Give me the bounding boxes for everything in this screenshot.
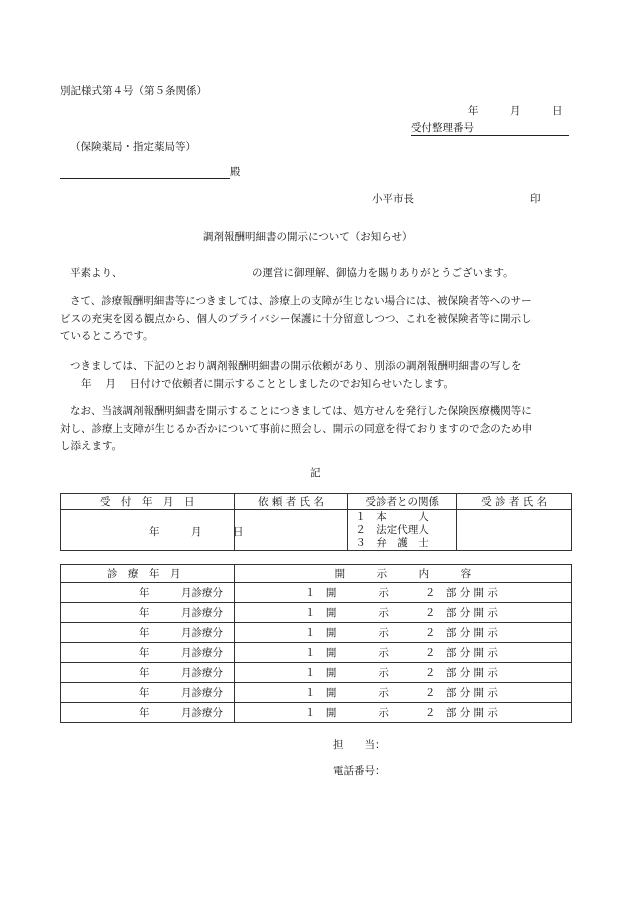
- paragraph-consent: [60, 403, 580, 456]
- phone-label: 電話番号：: [333, 765, 386, 777]
- treatment-month: 年 月診療分: [61, 703, 235, 723]
- table-row: [61, 683, 572, 703]
- relation-option: １ 本 人: [355, 511, 429, 523]
- disclosure-options: [234, 583, 571, 603]
- table-row: [61, 663, 572, 683]
- option-full: １ 開 示: [304, 607, 389, 619]
- option-full: １ 開 示: [304, 647, 389, 659]
- header-requester-name: 依 頼 者 氏 名: [234, 494, 348, 510]
- treatment-month: 年 月診療分: [61, 663, 235, 683]
- paragraph-line: ているところです。: [60, 330, 154, 342]
- paragraph-line: なお、当該調剤報酬明細書を開示することにつきましては、処方せんを発行した保険医療機関等に: [70, 405, 532, 417]
- option-partial: ２ 部 分 開 示: [424, 667, 498, 679]
- requester-name-cell: [234, 510, 348, 551]
- option-full: １ 開 示: [304, 667, 389, 679]
- addressee-line: [60, 166, 230, 179]
- disclosure-options: [234, 623, 571, 643]
- table-row: [61, 703, 572, 723]
- disclosure-options: [234, 703, 571, 723]
- option-partial: ２ 部 分 開 示: [424, 607, 498, 619]
- greeting-start: 平素より、: [70, 267, 123, 279]
- receipt-number-field: [411, 123, 569, 136]
- contact-label: 担 当：: [333, 739, 386, 751]
- disclosure-options: [234, 643, 571, 663]
- treatment-month: 年 月診療分: [61, 683, 235, 703]
- form-label: 別記様式第４号（第５条関係）: [60, 85, 207, 97]
- relation-option: ２ 法定代理人: [355, 524, 429, 536]
- header-treatment-month: 診 療 年 月: [61, 565, 235, 583]
- relation-option: ３ 弁 護 士: [355, 537, 429, 549]
- disclosure-table: [60, 564, 572, 723]
- sender-name: 小平市長: [372, 193, 414, 205]
- patient-name-cell: [457, 510, 572, 551]
- received-date-value: 年 月 日: [149, 526, 244, 538]
- date-line: 年 月 日: [468, 105, 563, 117]
- table-row: [61, 643, 572, 663]
- request-table: [60, 493, 572, 551]
- paragraph-disclosure: [60, 358, 580, 393]
- header-disclosure-content: 開 示 内 容: [234, 565, 571, 583]
- option-full: １ 開 示: [304, 687, 389, 699]
- paragraph-line: さて、診療報酬明細書等につきましては、診療上の支障が生じない場合には、被保険者等へのサー: [70, 295, 532, 307]
- option-partial: ２ 部 分 開 示: [424, 627, 498, 639]
- greeting-end: の運営に御理解、御協力を賜りありがとうございます。: [252, 267, 514, 279]
- honorific: 殿: [230, 166, 241, 178]
- option-full: １ 開 示: [304, 587, 389, 599]
- treatment-month: 年 月診療分: [61, 583, 235, 603]
- option-partial: ２ 部 分 開 示: [424, 707, 498, 719]
- ki-label: 記: [310, 467, 321, 479]
- treatment-month: 年 月診療分: [61, 623, 235, 643]
- received-date-cell: [61, 510, 244, 551]
- option-full: １ 開 示: [304, 627, 389, 639]
- paragraph-line: 年 月 日付けで依頼者に開示することとしましたのでお知らせいたします。: [81, 377, 455, 390]
- relationship-cell: [348, 510, 457, 551]
- option-full: １ 開 示: [304, 707, 389, 719]
- header-received-date: 受 付 年 月 日: [61, 494, 235, 510]
- option-partial: ２ 部 分 開 示: [424, 687, 498, 699]
- option-partial: ２ 部 分 開 示: [424, 587, 498, 599]
- paragraph-line: 対し、診療上支障が生じるか否かについて事前に照会し、開示の同意を得ておりますので念のため申: [60, 422, 533, 435]
- header-relationship: 受診者との関係: [348, 494, 457, 510]
- disclosure-options: [234, 603, 571, 623]
- receipt-number-label: 受付整理番号: [411, 122, 474, 134]
- paragraph-line: ビスの充実を図る観点から、個人のプライバシー保護に十分留意しつつ、これを被保険者等に開示し: [60, 312, 532, 325]
- option-partial: ２ 部 分 開 示: [424, 647, 498, 659]
- paragraph-line: つきましては、下記のとおり調剤報酬明細書の開示依頼があり、別添の調剤報酬明細書の写しを: [70, 360, 522, 372]
- table-row: [61, 583, 572, 603]
- table-row: [61, 603, 572, 623]
- document-title: 調剤報酬明細書の開示について（お知らせ）: [203, 231, 413, 243]
- header-patient-name: 受 診 者 氏 名: [457, 494, 572, 510]
- paragraph-line: し添えます。: [60, 440, 123, 452]
- pharmacy-label: （保険薬局・指定薬局等）: [70, 141, 196, 153]
- treatment-month: 年 月診療分: [61, 643, 235, 663]
- disclosure-options: [234, 663, 571, 683]
- disclosure-options: [234, 683, 571, 703]
- paragraph-background: [60, 293, 580, 346]
- seal-mark: 印: [530, 193, 541, 205]
- treatment-month: 年 月診療分: [61, 603, 235, 623]
- table-row: [61, 623, 572, 643]
